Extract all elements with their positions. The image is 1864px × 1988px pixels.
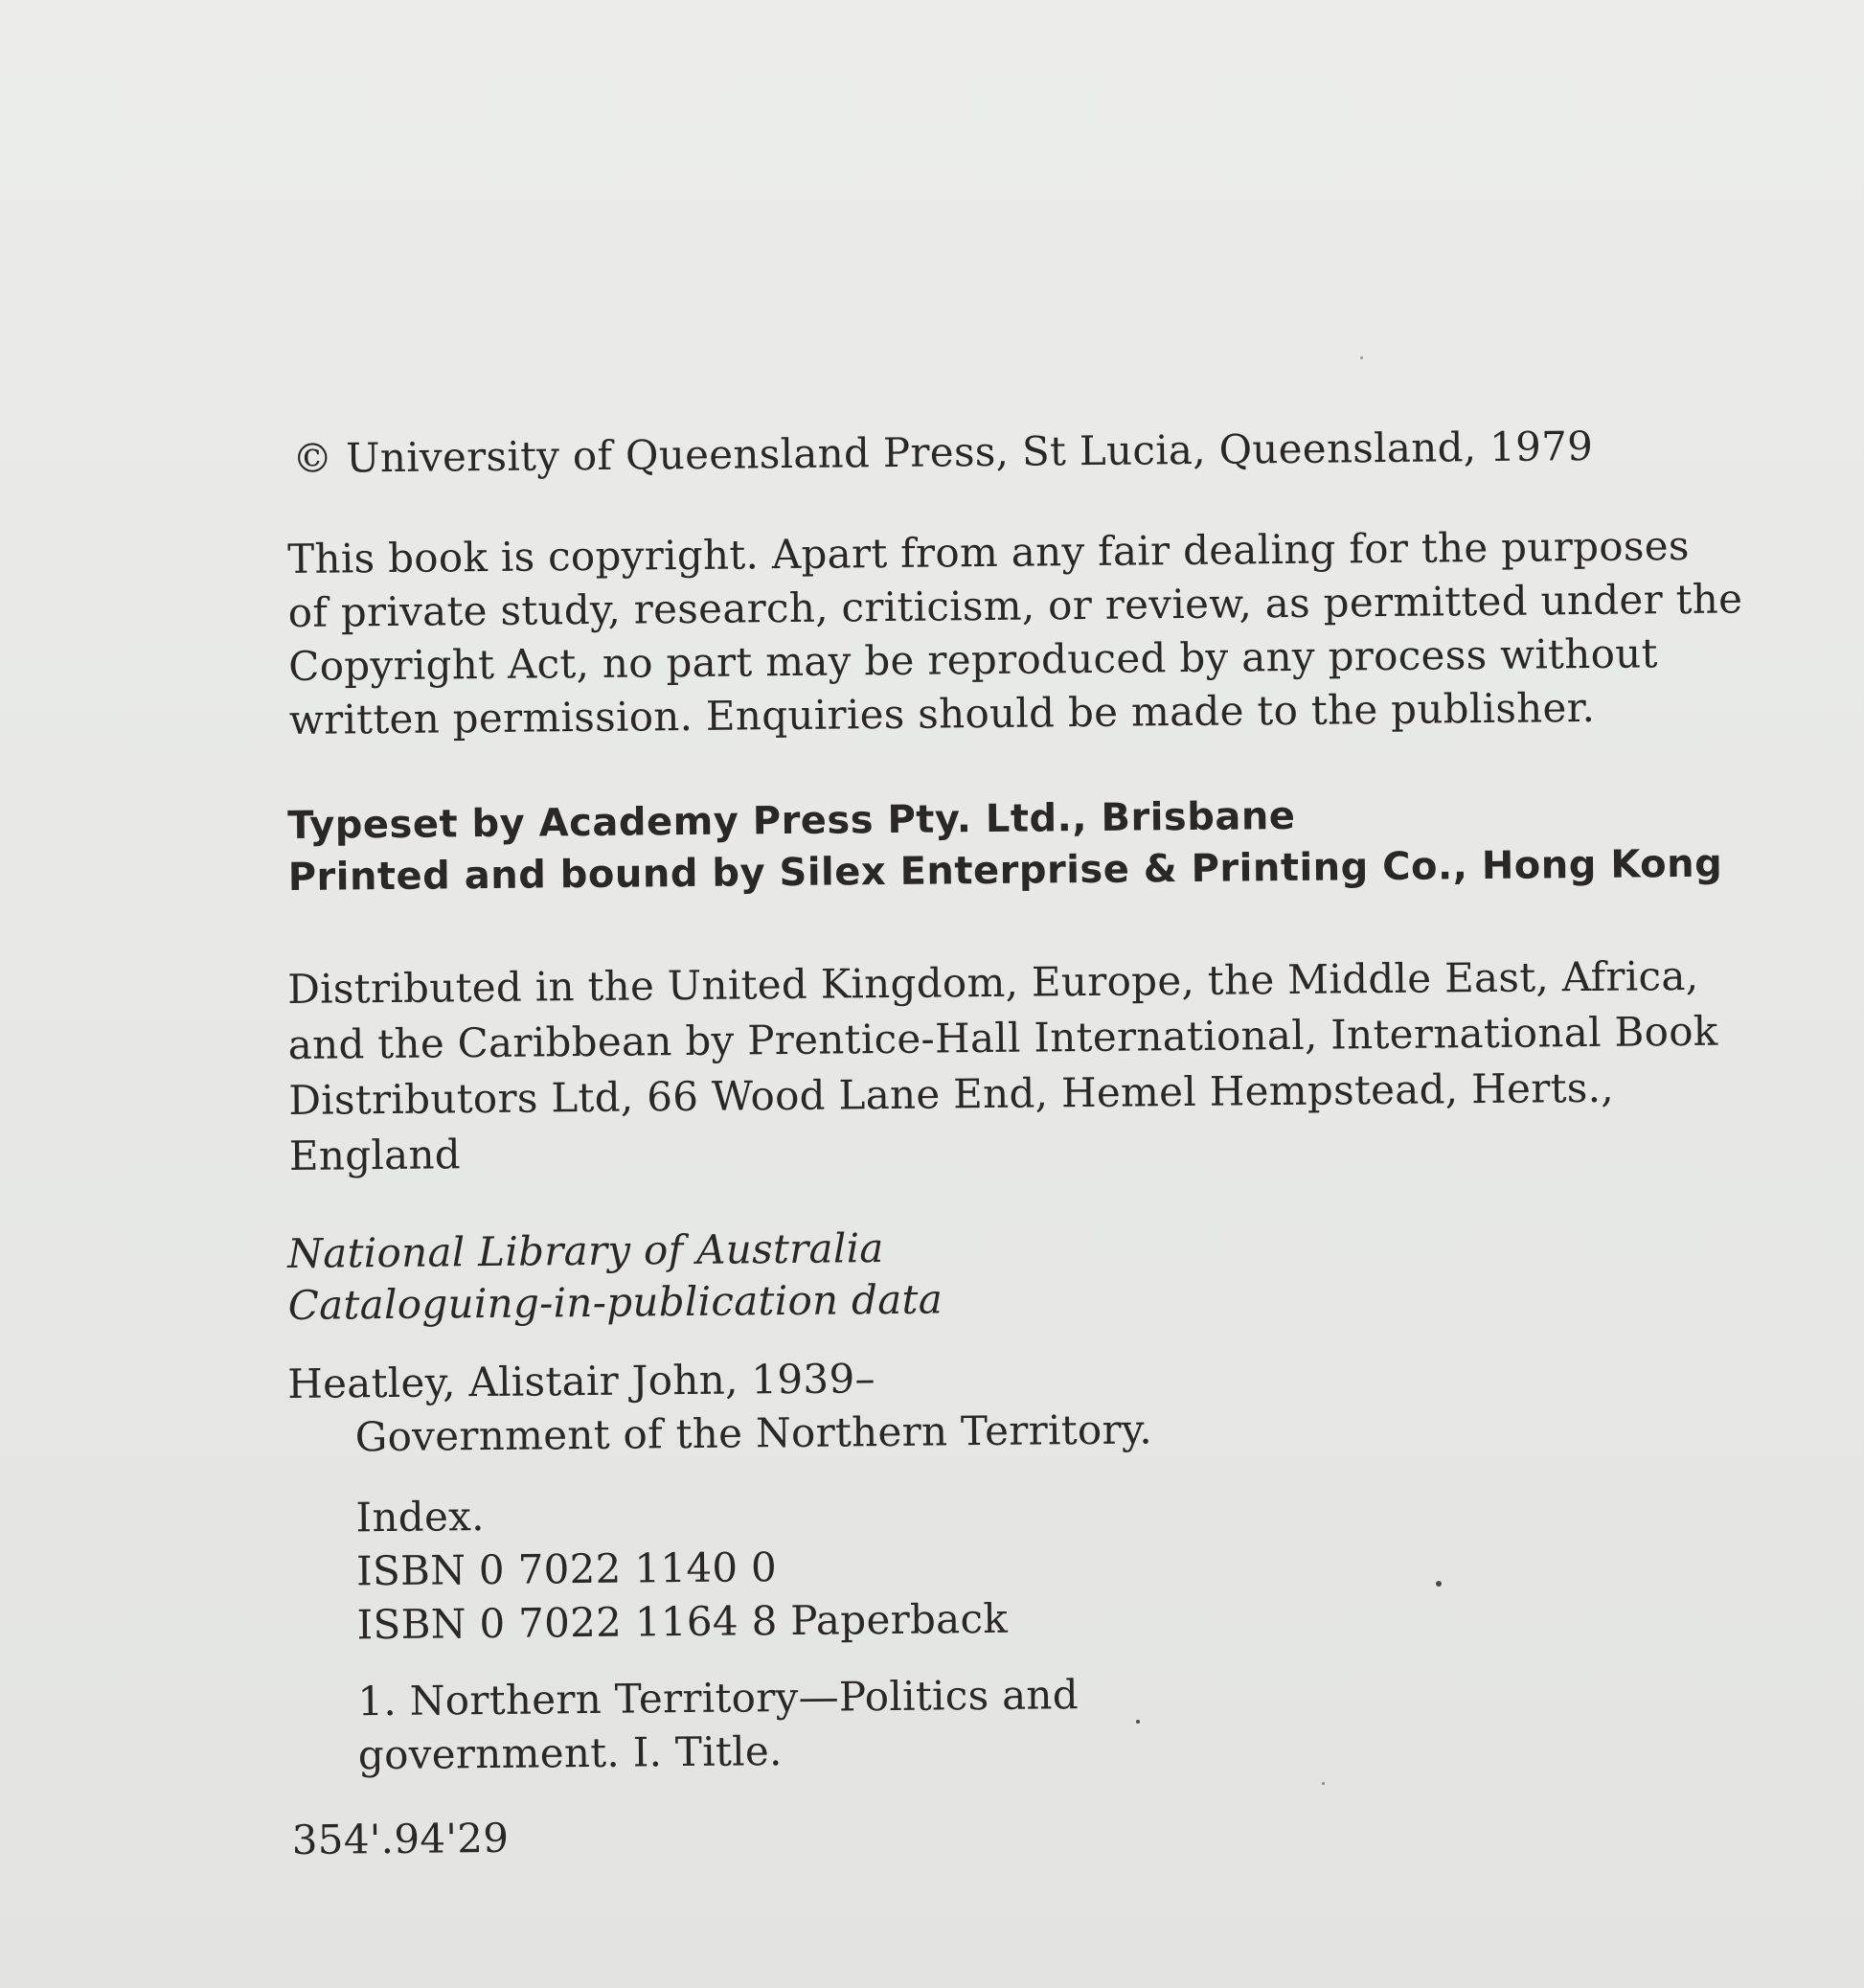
paper-speck <box>1322 1782 1325 1785</box>
distribution-line: Distributed in the United Kingdom, Europe, the Middle East, Africa, <box>286 951 1699 1013</box>
paper-speck <box>1436 1581 1442 1587</box>
distribution-line: and the Caribbean by Prentice-Hall International, International Book <box>287 1007 1718 1068</box>
cip-record <box>286 1355 1153 1863</box>
cip-heading-line: National Library of Australia <box>286 1224 884 1277</box>
distribution-line: Distributors Ltd, 66 Wood Lane End, Hemel Hempstead, Herts., <box>288 1063 1615 1124</box>
copyright-line: © University of Queensland Press, St Lucia, Queensland, 1979 <box>291 422 1594 482</box>
copyright-notice <box>286 521 1744 743</box>
cip-classification: 354'.94'29 <box>291 1814 510 1863</box>
paper-speck <box>1360 356 1363 359</box>
cip-subject: government. I. Title. <box>357 1727 783 1779</box>
cip-subject: 1. Northern Territory—Politics and <box>357 1671 1080 1725</box>
notice-line: This book is copyright. Apart from any fair dealing for the purposes <box>286 521 1690 583</box>
distribution-line: England <box>288 1131 462 1179</box>
distribution-notice <box>286 951 1719 1179</box>
notice-line: written permission. Enquiries should be made to the publisher. <box>288 683 1596 743</box>
cip-index: Index. <box>355 1493 486 1542</box>
cip-isbn-paperback: ISBN 0 7022 1164 8 Paperback <box>356 1594 1009 1649</box>
cip-heading <box>286 1224 943 1329</box>
production-credits <box>286 793 1723 900</box>
cip-title: Government of the Northern Territory. <box>354 1405 1153 1461</box>
printer-credit: Printed and bound by Silex Enterprise & Printing Co., Hong Kong <box>287 841 1723 900</box>
paper-speck <box>1136 1720 1140 1724</box>
cip-author: Heatley, Alistair John, 1939– <box>286 1355 875 1407</box>
cip-isbn-hardcover: ISBN 0 7022 1140 0 <box>355 1543 778 1595</box>
notice-line: of private study, research, criticism, or review, as permitted under the <box>287 575 1743 636</box>
cip-heading-line: Cataloguing-in-publication data <box>287 1275 943 1329</box>
notice-line: Copyright Act, no part may be reproduced by any process without <box>288 629 1658 690</box>
typeset-credit: Typeset by Academy Press Pty. Ltd., Brisbane <box>286 793 1296 848</box>
